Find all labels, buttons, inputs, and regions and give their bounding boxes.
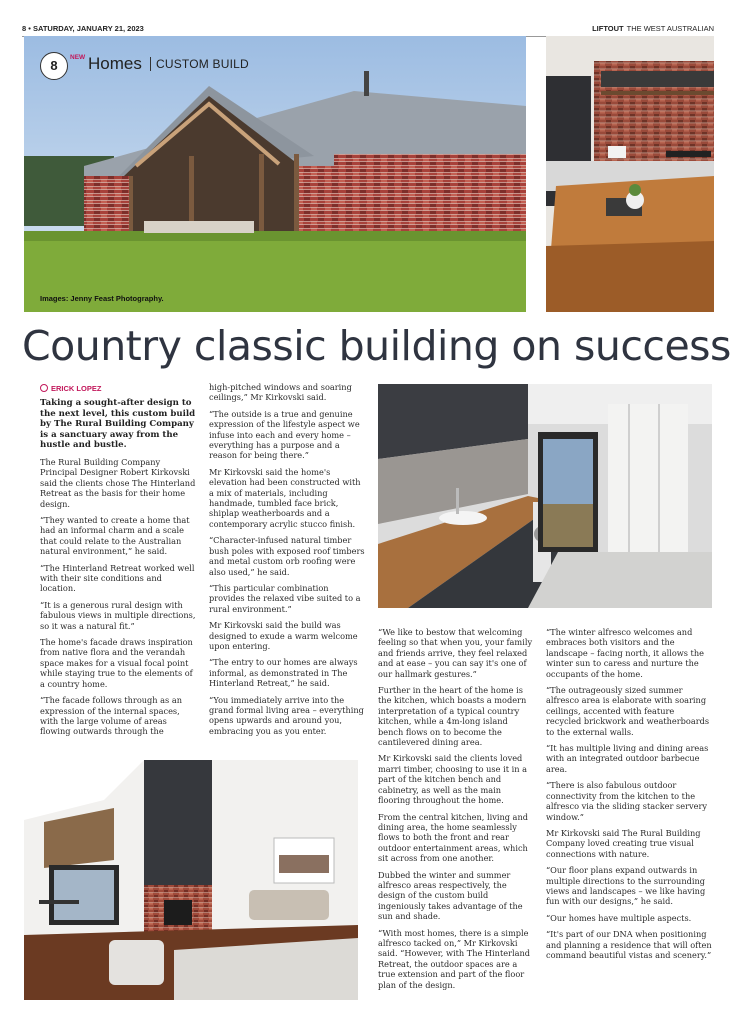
paragraph: “Character-infused natural timber bush poles with exposed roof timbers and metal custom orb roofing were also used,” he said. — [209, 535, 365, 577]
paragraph: “The facade follows through as an expression of the internal spaces, with the large volume of areas flowing outwards through the — [40, 695, 183, 737]
article-lead: Taking a sought-after design to the next level, this custom build by The Rural Building Company is a sanctuary away from the hustle and bustle. — [40, 398, 196, 451]
paragraph: “It's part of our DNA when positioning and planning a residence that will often command beautiful vistas and scenery.” — [546, 929, 712, 960]
page-number-badge: 8 — [40, 52, 68, 80]
paragraph: The Rural Building Company Principal Designer Robert Kirkovski said the clients chose The Hinterland Retreat as the basis for their home design. — [40, 456, 196, 509]
paragraph: “Our homes have multiple aspects. — [546, 912, 692, 923]
paragraph: “There is also fabulous outdoor connectivity from the kitchen to the alfresco via the sliding stacker servery window.” — [546, 780, 708, 822]
brand-new-label: NEW — [70, 54, 86, 61]
paragraph: “The winter alfresco welcomes and embraces both visitors and the landscape – facing north, it allows the winter sun to caress and nurture the occupants of the home. — [546, 627, 704, 679]
brand-separator — [150, 57, 151, 71]
paragraph: “This particular combination provides the relaxed vibe suited to a rural environment.” — [209, 582, 361, 614]
article-headline: Country classic building on success — [22, 322, 731, 370]
paragraph: “Our floor plans expand outwards in multiple directions to the surrounding views and landscapes – we like having fun with our designs,” he said. — [546, 865, 706, 907]
publication-name: THE WEST AUSTRALIAN — [626, 24, 714, 33]
brand-homes-label: Homes — [88, 54, 142, 73]
paragraph: Mr Kirkovski said the clients loved marri timber, choosing to use it in a part of the kitchen bench and cabinetry, as well as the main flooring throughout the home. — [378, 753, 527, 806]
laundry-photo — [378, 384, 712, 608]
byline — [40, 384, 101, 393]
page-date: 8 • SATURDAY, JANUARY 21, 2023 — [22, 24, 144, 33]
paragraph: The home's facade draws inspiration from native flora and the verandah space makes for a visual focal point while staying true to the elements of a country home. — [40, 637, 193, 689]
paragraph: “The Hinterland Retreat worked well with their site conditions and location. — [40, 562, 195, 594]
article-column-1 — [40, 398, 198, 743]
brand-section-label: CUSTOM BUILD — [156, 57, 249, 71]
paragraph: “The outside is a true and genuine expression of the lifestyle aspect we infuse into each and every home – everything has a purpose and a reason for being there.” — [209, 408, 360, 461]
paragraph: “It is a generous rural design with fabulous views in multiple directions, so it was a natural fit.” — [40, 599, 196, 631]
paragraph: “With most homes, there is a simple alfresco tacked on,” Mr Kirkovski said. “However, with The Hinterland Retreat, the outdoor spaces are a true extension and part of the floor plan of the design. — [378, 927, 531, 990]
paragraph: “They wanted to create a home that had an informal charm and a scale that could relate to the Australian natural environment,” he said. — [40, 515, 190, 557]
page-header — [22, 24, 714, 36]
article-column-4 — [546, 627, 712, 966]
publication-label — [592, 24, 714, 33]
kitchen-photo — [546, 36, 714, 312]
paragraph: high-pitched windows and soaring ceilings,” Mr Kirkovski said. — [209, 382, 352, 403]
living-room-photo — [24, 760, 358, 1000]
author-name: ERICK LOPEZ — [51, 384, 102, 393]
exterior-photo — [24, 36, 526, 312]
article-column-2 — [209, 382, 365, 742]
paragraph: Mr Kirkovski said the build was designed to exude a warm welcome upon entering. — [209, 620, 358, 651]
paragraph: Mr Kirkovski said the home's elevation had been constructed with a mix of materials, including handmade, tumbled face brick, shiplap weatherboards and a contemporary acrylic stucco finish. — [209, 466, 361, 529]
paragraph: “It has multiple living and dining areas with an integrated outdoor barbecue area. — [546, 743, 709, 774]
paragraph: “The entry to our homes are always informal, as demonstrated in The Hinterland Retreat,” he said. — [209, 657, 358, 689]
paragraph: “The outrageously sized summer alfresco area is elaborate with soaring ceilings, accented with feature recycled brickwork and weatherboards to the external walls. — [546, 685, 710, 737]
article-column-3 — [378, 627, 534, 996]
paragraph: Mr Kirkovski said The Rural Building Company loved creating true visual connections with nature. — [546, 827, 701, 859]
paragraph: From the central kitchen, living and dining area, the home seamlessly flows to both the front and rear outdoor entertainment areas, which sit across from one another. — [378, 811, 528, 864]
paragraph: Further in the heart of the home is the kitchen, which boasts a modern interpretation of a typical country kitchen, while a 4m-long island bench flows on to become the cantilevered dining area. — [378, 685, 527, 748]
paragraph: Dubbed the winter and summer alfresco areas respectively, the design of the custom build ingeniously takes advantage of the sun and shade. — [378, 869, 523, 922]
byline-icon — [40, 384, 48, 392]
section-label: LIFTOUT — [592, 24, 624, 33]
paragraph: “You immediately arrive into the grand formal living area – everything opens upwards and around you, embracing you as you enter. — [209, 694, 364, 736]
photo-credit: Images: Jenny Feast Photography. — [40, 294, 164, 303]
paragraph: “We like to bestow that welcoming feeling so that when you, your family and friends arrive, they feel relaxed and at ease – you can say it's one of our hallmark gestures.” — [378, 627, 533, 679]
